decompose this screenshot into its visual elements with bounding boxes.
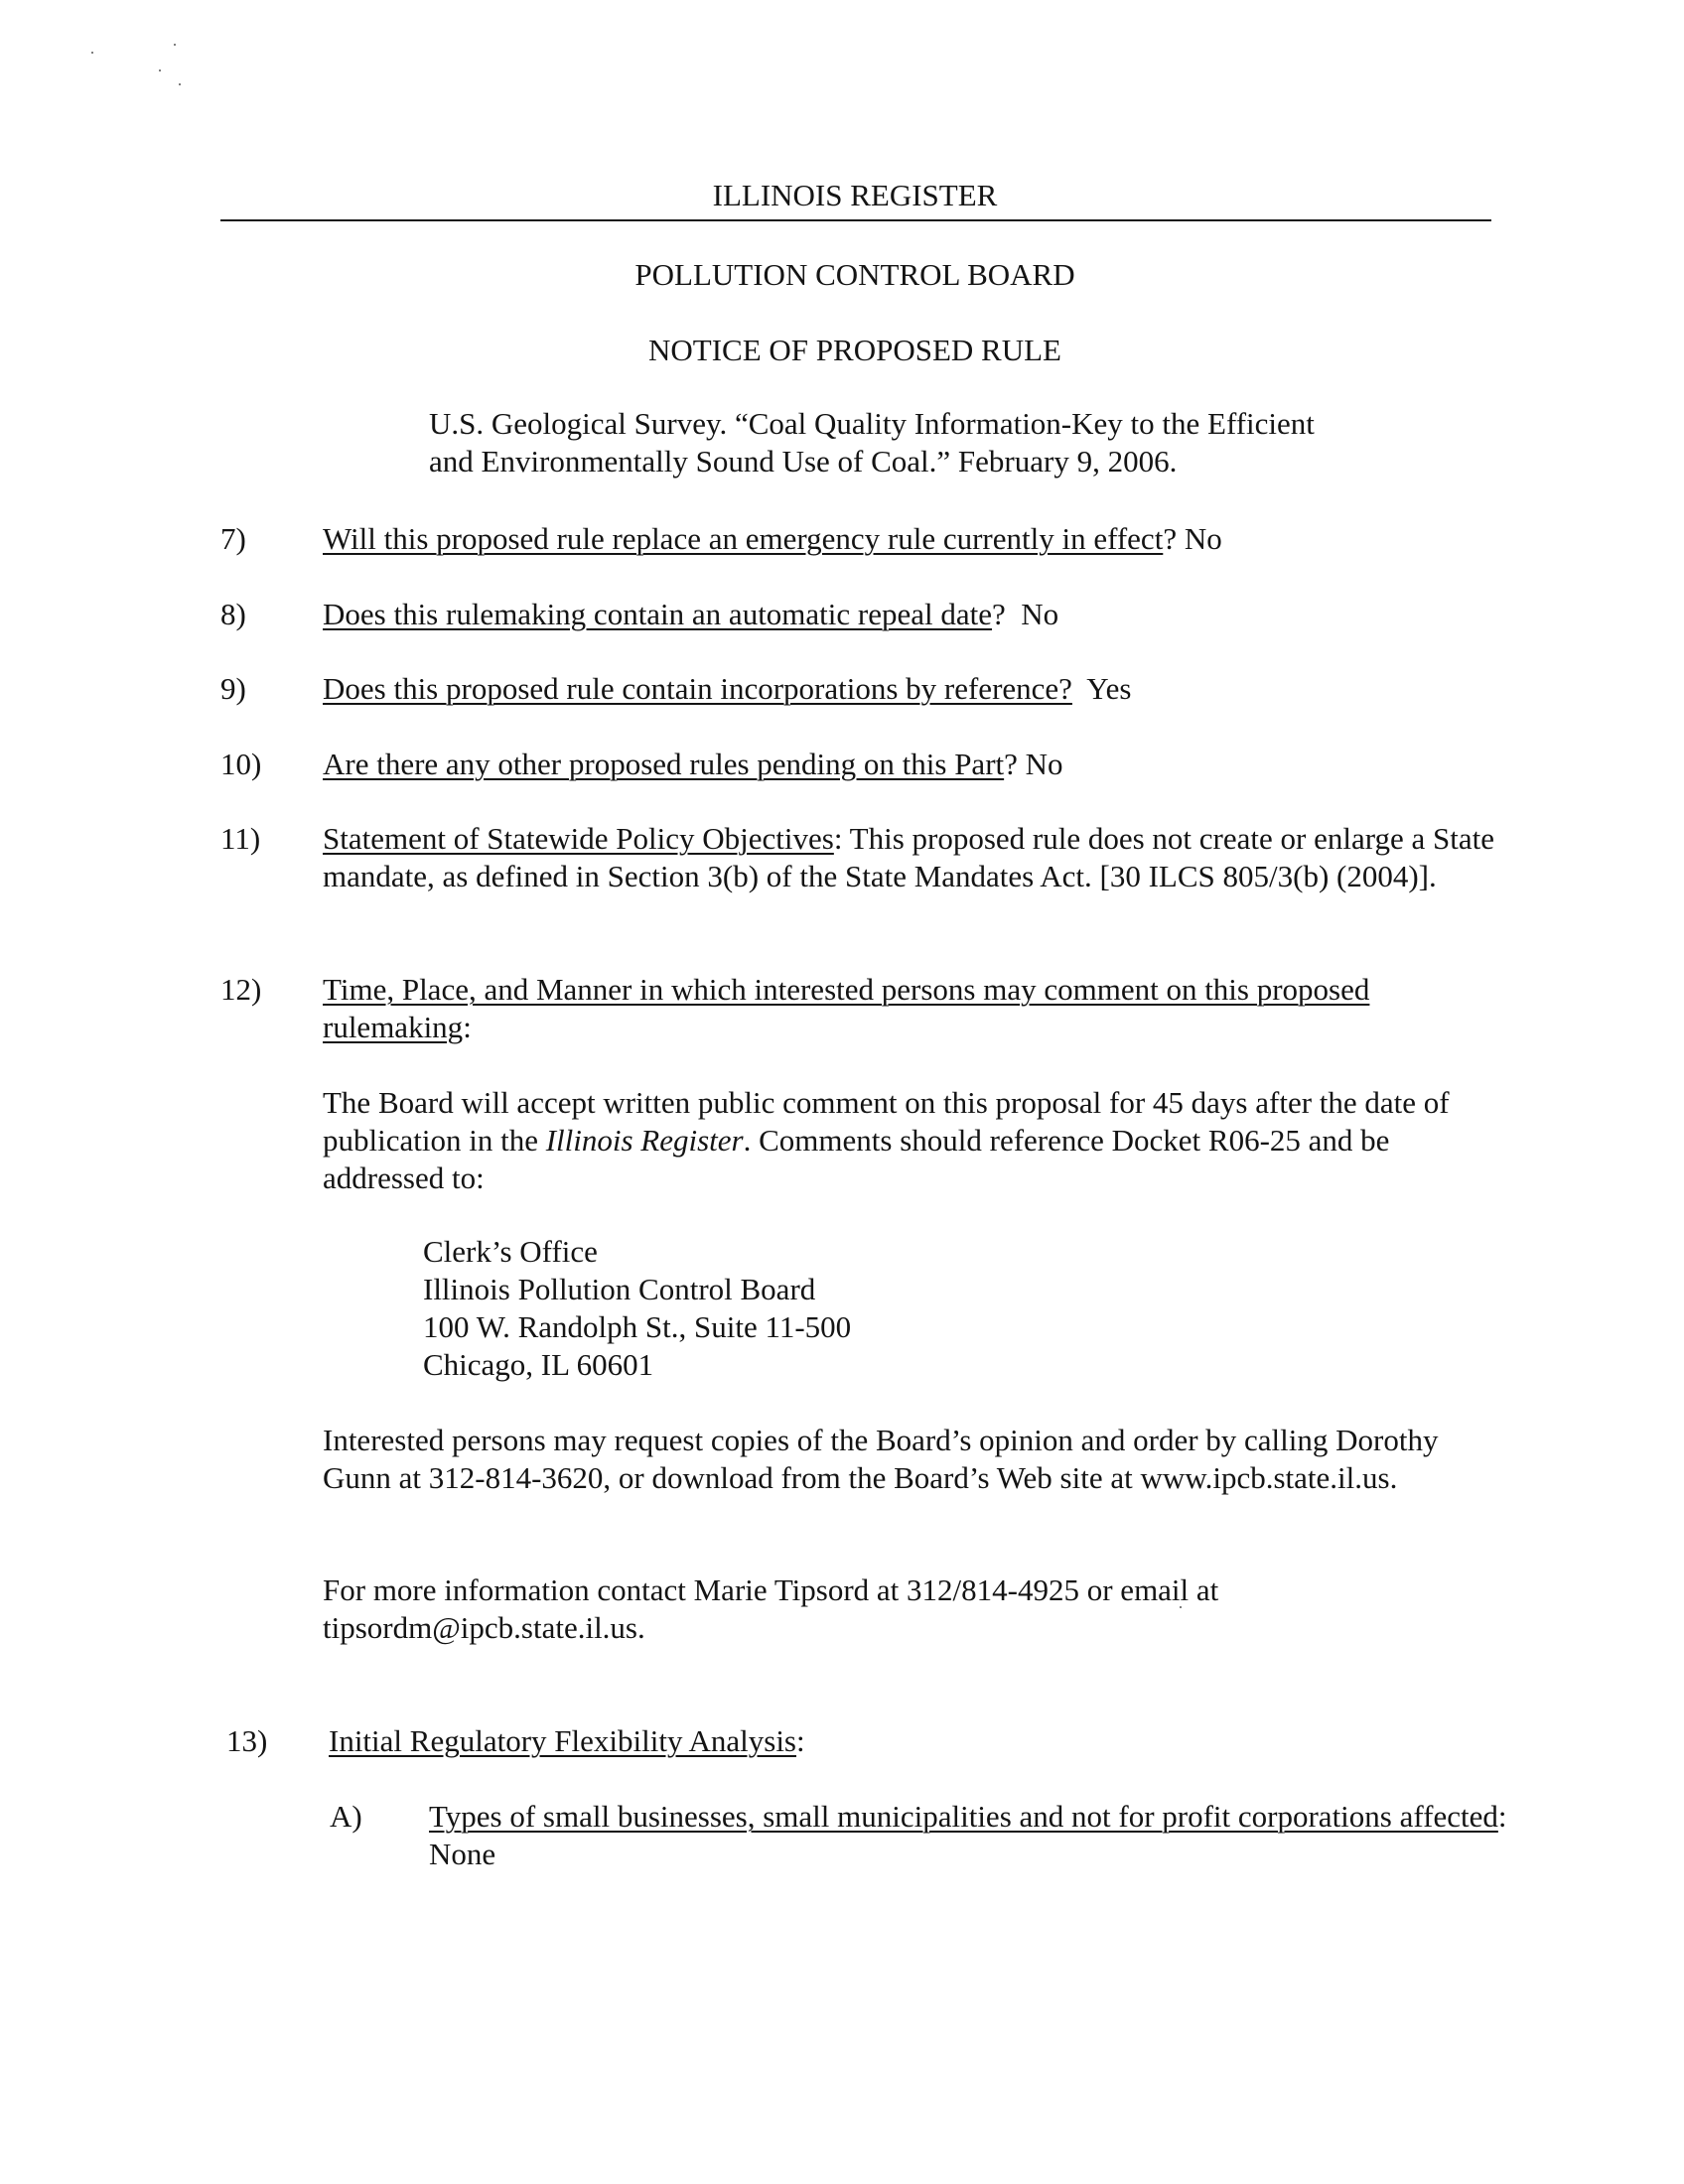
notice-type: NOTICE OF PROPOSED RULE	[648, 333, 1061, 367]
scan-speck	[91, 52, 93, 54]
item-text: : This proposed rule does not create or enlarge a State mandate, as defined in Section 3(b) of the State Mandates Act. [30 ILCS 805/3(b) (2004)].	[323, 821, 1494, 893]
contact-paragraph: For more information contact Marie Tipsord at 312/814-4925 or email at tipsordm@ipcb.state.il.us.	[323, 1572, 1219, 1645]
board-name: POLLUTION CONTROL BOARD	[634, 257, 1075, 292]
item-body	[323, 820, 1504, 895]
item-question: Are there any other proposed rules pending on this Part	[323, 747, 1005, 781]
item-heading: Statement of Statewide Policy Objectives	[323, 821, 834, 856]
item-body	[323, 746, 1504, 783]
item-body	[329, 1722, 1510, 1760]
item-answer: No	[1017, 747, 1063, 781]
item-number: 11)	[220, 821, 261, 856]
address-line: Clerk’s Office	[423, 1234, 598, 1269]
item-punct: ?	[1004, 747, 1018, 781]
item-number: 12)	[220, 972, 262, 1007]
item-number: 8)	[220, 597, 246, 631]
item-number: 9)	[220, 671, 246, 706]
publication-name: Illinois Register	[545, 1123, 744, 1158]
item-answer: No	[1177, 521, 1222, 556]
item-question: Does this rulemaking contain an automatic repeal date	[323, 597, 993, 631]
comment-text: The Board will accept written public comment on this proposal for 45 days after the date of publication in the	[323, 1085, 1450, 1158]
comment-text: . Comments should reference Docket R06-25 and be addressed to:	[323, 1123, 1390, 1195]
subitem-answer: : None	[429, 1799, 1522, 1871]
item-body	[323, 596, 1504, 633]
item-number: 10)	[220, 747, 262, 781]
subitem-label: A)	[330, 1799, 362, 1834]
item-heading: Time, Place, and Manner in which interested persons may comment on this proposed rulemaking	[323, 972, 1370, 1044]
scan-speck	[179, 83, 181, 85]
mailing-address	[423, 1233, 1317, 1384]
comment-paragraph	[323, 1084, 1504, 1197]
address-line: 100 W. Randolph St., Suite 11-500	[423, 1309, 852, 1344]
item-question: Does this proposed rule contain incorporations by reference?	[323, 671, 1072, 706]
scan-speck	[159, 69, 161, 71]
subitem-heading: Types of small businesses, small municipalities and not for profit corporations affected	[429, 1799, 1498, 1834]
item-punct: ?	[1163, 521, 1178, 556]
citation-line: and Environmentally Sound Use of Coal.” February 9, 2006.	[429, 444, 1178, 478]
item-answer: No	[1005, 597, 1059, 631]
reference-citation	[429, 405, 1521, 480]
citation-line: U.S. Geological Survey. “Coal Quality Information-Key to the Efficient	[429, 406, 1315, 441]
register-title: ILLINOIS REGISTER	[712, 178, 998, 212]
address-line: Illinois Pollution Control Board	[423, 1272, 816, 1306]
item-number: 7)	[220, 521, 246, 556]
scan-speck	[174, 44, 176, 46]
item-heading: Initial Regulatory Flexibility Analysis	[329, 1723, 796, 1758]
item-punct: :	[463, 1010, 472, 1044]
item-answer: Yes	[1071, 671, 1132, 706]
item-question: Will this proposed rule replace an emergency rule currently in effect	[323, 521, 1164, 556]
item-body	[323, 971, 1504, 1046]
item-number: 13)	[226, 1723, 268, 1758]
item-body	[323, 520, 1504, 558]
item-body	[323, 670, 1504, 708]
address-line: Chicago, IL 60601	[423, 1347, 654, 1382]
subitem-body	[429, 1798, 1521, 1873]
copies-paragraph: Interested persons may request copies of the Board’s opinion and order by calling Dorothy Gunn at 312-814-3620, or download from the Board’s Web site at www.ipcb.state.il.us.	[323, 1423, 1439, 1495]
header-rule	[220, 219, 1491, 221]
item-punct: ?	[992, 597, 1006, 631]
item-punct: :	[796, 1723, 805, 1758]
